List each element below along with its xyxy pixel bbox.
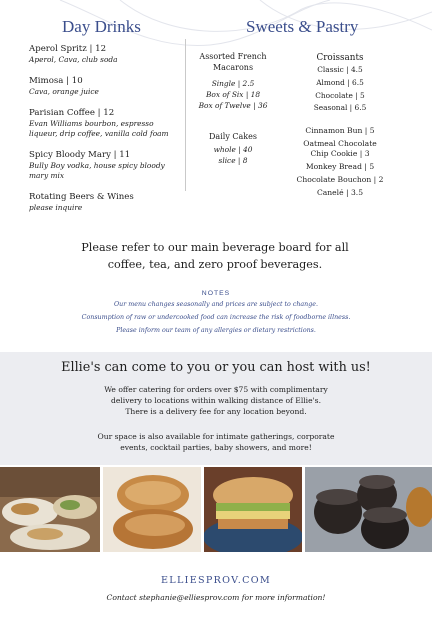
croissant-item: Chocolate | 5	[315, 90, 365, 100]
pastry-item	[288, 188, 392, 198]
day-drinks-heading: Day Drinks	[62, 17, 141, 36]
drink-description: mary mix	[29, 171, 65, 180]
catering-line: There is a delivery fee for any location beyond.	[125, 407, 307, 417]
catering-section	[0, 352, 432, 465]
event-space-line: Our space is also available for intimate gatherings, corporate	[97, 432, 335, 441]
drink-name: Parisian Coffee | 12	[29, 108, 115, 118]
website-link[interactable]: ELLIESPROV.COM	[160, 575, 271, 586]
catering-line: We offer catering for orders over $75 with complimentary	[104, 385, 328, 394]
note-line: Our menu changes seasonally and prices are subject to change.	[114, 301, 318, 308]
croissant-item: Classic | 4.5	[317, 65, 363, 74]
pastry-item	[288, 162, 392, 172]
drink-description: Evan Williams bourbon, espresso	[29, 119, 154, 128]
macarons-section	[192, 51, 274, 111]
pastry-name: Chip Cookie | 3	[310, 149, 370, 158]
cakes-price: slice | 8	[218, 156, 248, 165]
catering-paragraph	[70, 384, 362, 418]
pastries-list	[288, 126, 392, 201]
catering-title: Ellie's can come to you or you can host with us!	[61, 360, 371, 375]
drinks-list	[29, 44, 189, 224]
macarons-title: Macarons	[212, 63, 254, 72]
croissants-title: Croissants	[316, 53, 364, 63]
macarons-title: Assorted French	[199, 52, 267, 61]
croissants-section	[290, 52, 390, 115]
drink-item	[29, 76, 189, 97]
drink-item	[29, 192, 189, 213]
pastry-name: Cinnamon Bun | 5	[305, 126, 375, 135]
drink-description: liqueur, drip coffee, vanilla cold foam	[29, 129, 169, 138]
event-space-paragraph	[70, 431, 362, 453]
pastry-name: Canelé | 3.5	[316, 188, 364, 197]
chocolate-cakes-photo	[305, 467, 432, 552]
beverage-board-note	[60, 239, 370, 273]
pastry-item	[288, 139, 392, 159]
note-line: Consumption of raw or undercooked food can increase the risk of foodborne illness.	[81, 314, 351, 321]
sandwich-photo	[204, 467, 302, 552]
croissants-photo	[103, 467, 201, 552]
croissant-item: Seasonal | 6.5	[313, 103, 367, 113]
catering-line: delivery to locations within walking distance of Ellie's.	[111, 396, 321, 406]
drink-name: Spicy Bloody Mary | 11	[29, 150, 131, 160]
drink-description: Cava, orange juice	[29, 87, 99, 96]
pastry-name: Monkey Bread | 5	[305, 162, 375, 171]
pastry-item	[288, 175, 392, 185]
drink-description: Bully Boy vodka, house spicy bloody	[29, 161, 165, 170]
drink-item	[29, 108, 189, 139]
drink-item	[29, 150, 189, 181]
pastry-name: Chocolate Bouchon | 2	[296, 175, 384, 184]
cakes-section	[192, 131, 274, 166]
column-divider	[185, 39, 186, 191]
drink-name: Rotating Beers & Wines	[29, 192, 134, 202]
cakes-title: Daily Cakes	[209, 132, 257, 141]
canapes-photo	[0, 467, 100, 552]
beverage-note-line: Please refer to our main beverage board for all	[81, 241, 349, 254]
event-space-line: events, cocktail parties, baby showers, and more!	[120, 443, 312, 453]
croissant-item: Almond | 6.5	[316, 77, 364, 87]
cakes-price: whole | 40	[213, 145, 253, 154]
pastry-item	[288, 126, 392, 136]
drink-description: Aperol, Cava, club soda	[29, 55, 118, 64]
macarons-price: Single | 2.5	[211, 79, 255, 88]
contact-line: Contact stephanie@elliesprov.com for more information!	[106, 593, 326, 602]
drink-item	[29, 44, 189, 65]
sweets-pastry-heading: Sweets & Pastry	[246, 17, 359, 36]
macarons-price: Box of Six | 18	[205, 90, 261, 99]
drink-name: Aperol Spritz | 12	[29, 44, 107, 54]
note-line: Please inform our team of any allergies or dietary restrictions.	[116, 327, 316, 334]
beverage-note-line: coffee, tea, and zero proof beverages.	[107, 258, 323, 271]
notes-title: NOTES	[201, 290, 231, 297]
macarons-price: Box of Twelve | 36	[198, 101, 268, 110]
pastry-name: Oatmeal Chocolate	[303, 139, 377, 148]
drink-name: Mimosa | 10	[29, 76, 83, 86]
drink-description: please inquire	[29, 203, 83, 212]
